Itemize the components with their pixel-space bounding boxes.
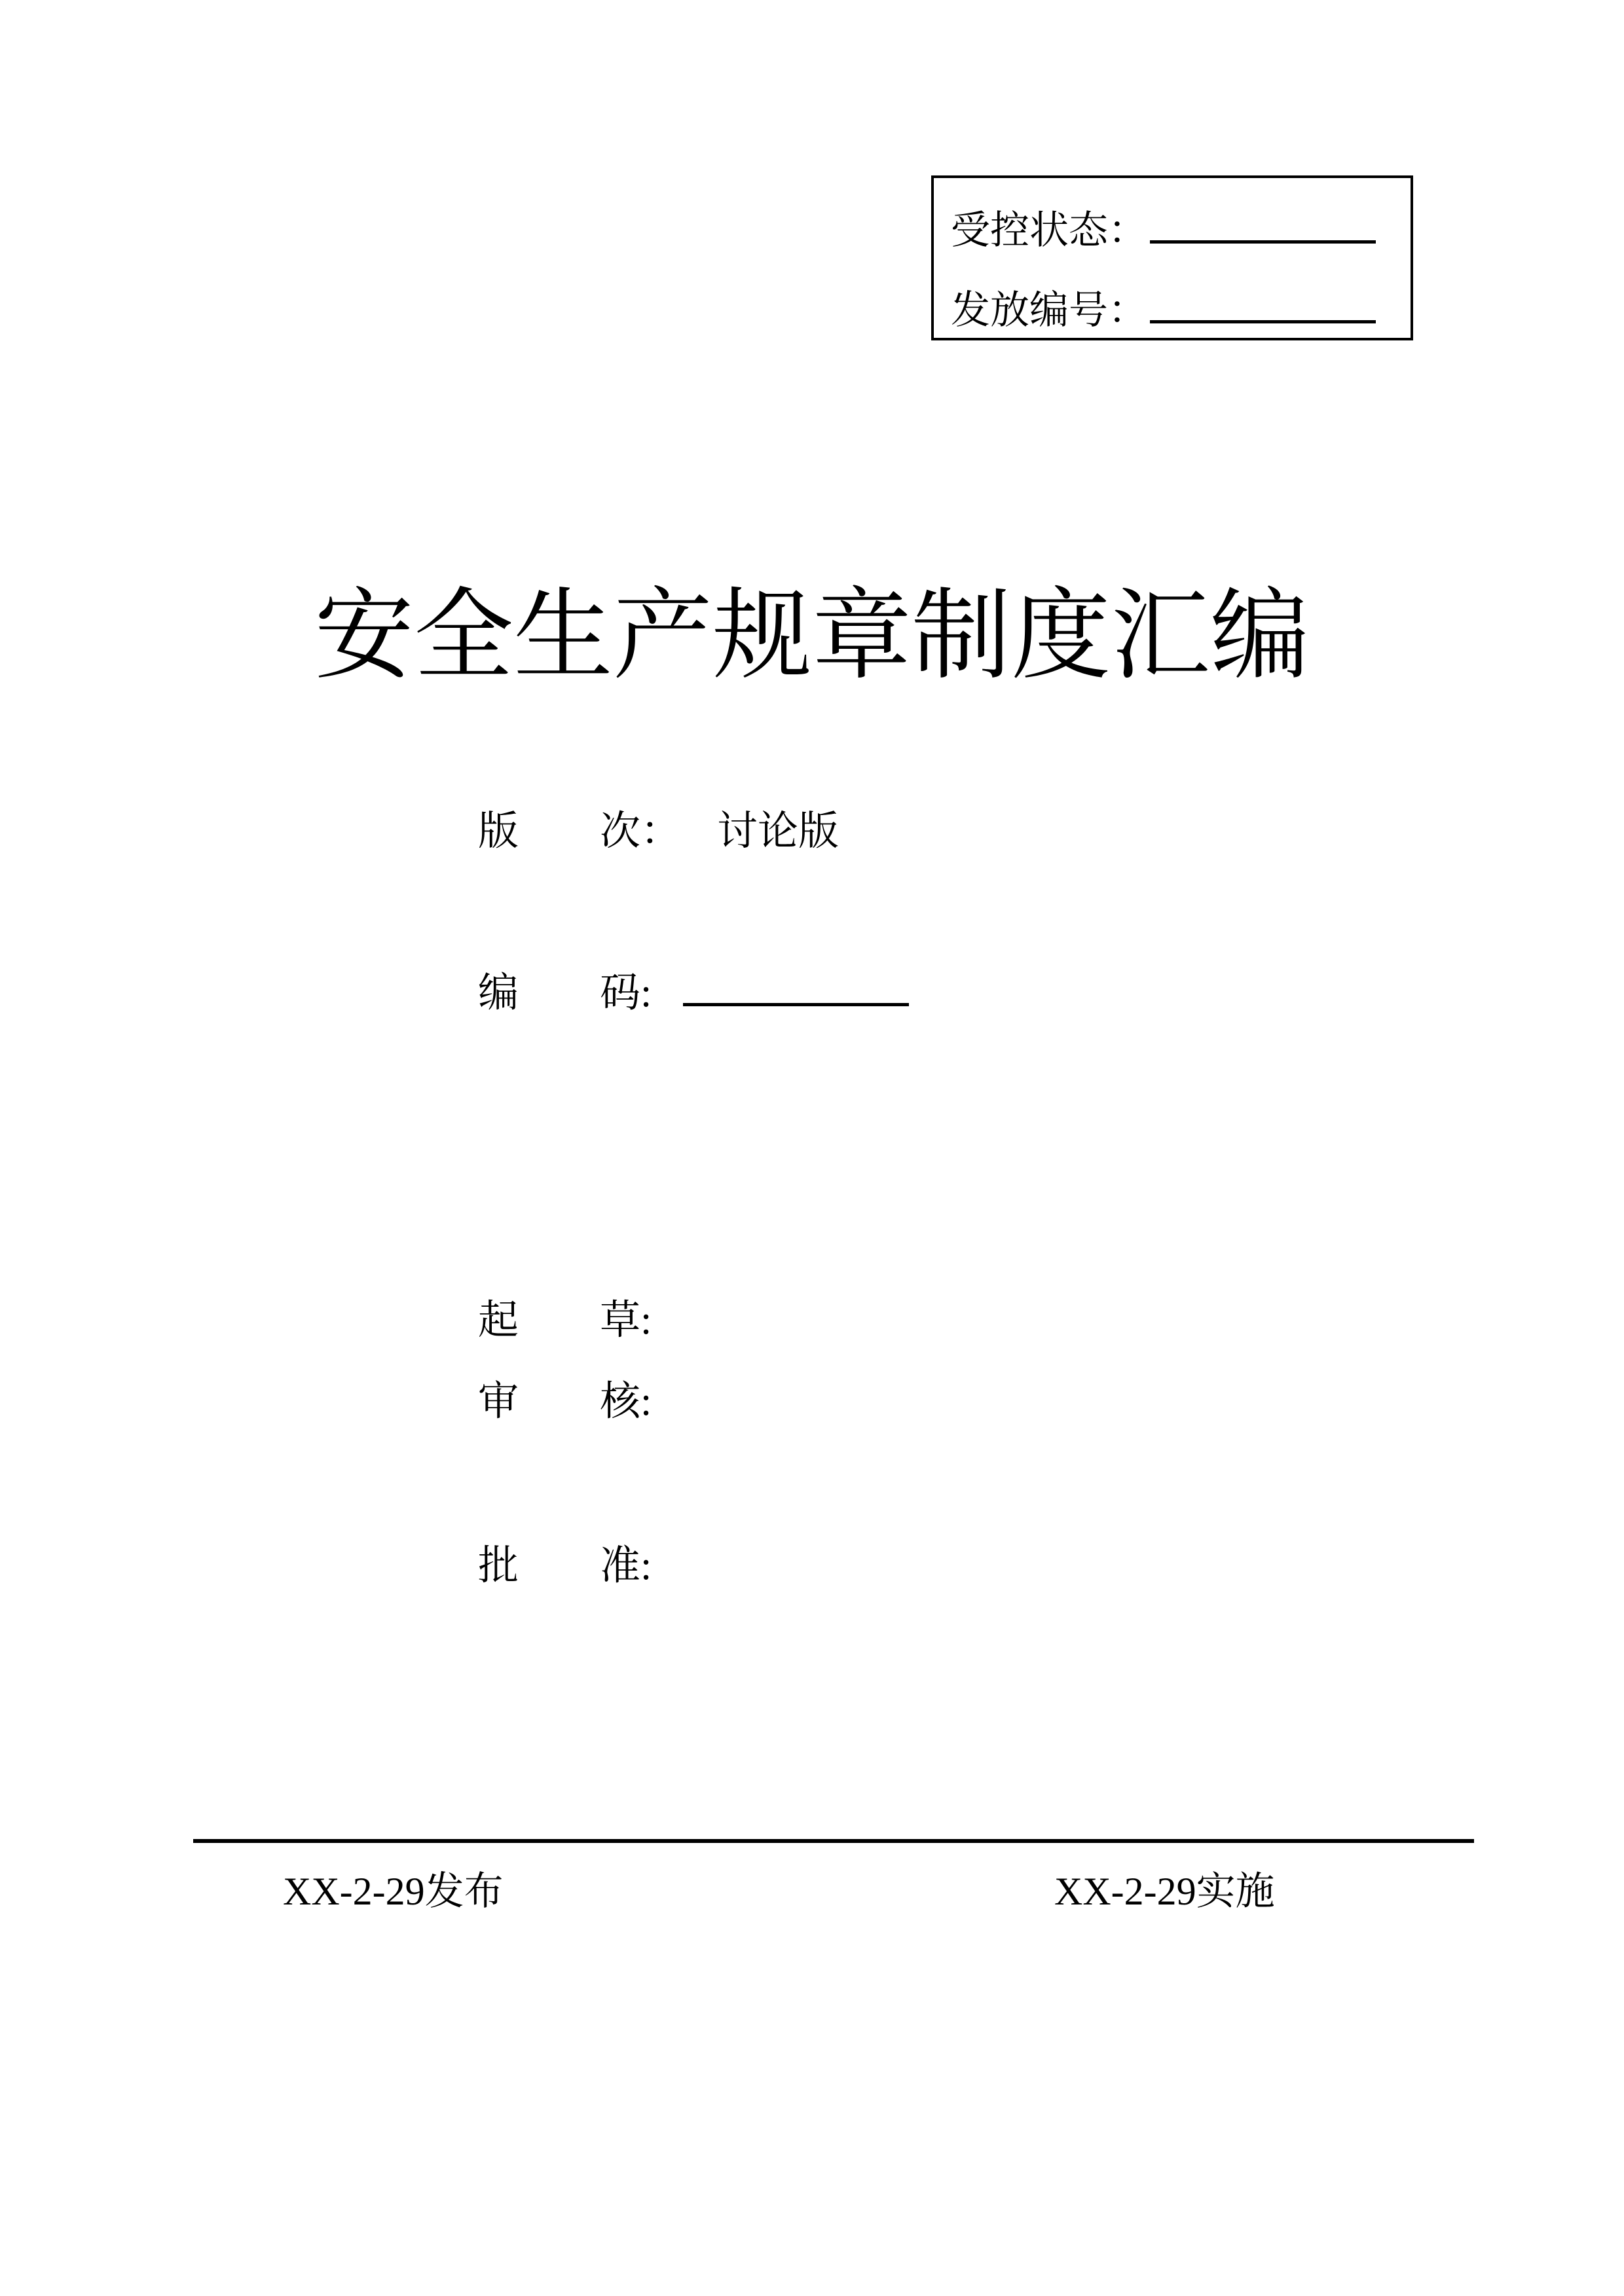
code-label: 编 码: xyxy=(478,971,652,1015)
review-label: 审 核: xyxy=(478,1379,652,1424)
issue-number-blank-line xyxy=(1150,320,1376,323)
controlled-state-blank-line xyxy=(1150,240,1376,244)
controlled-state-label: 受控状态： xyxy=(951,209,1147,252)
code-row xyxy=(478,973,909,1013)
draft-row xyxy=(478,1300,652,1341)
version-value: 讨论版 xyxy=(717,809,840,854)
approve-row xyxy=(478,1546,652,1586)
document-title: 安全生产规章制度汇编 xyxy=(314,581,1310,691)
version-label: 版 次： xyxy=(478,809,682,854)
draft-label: 起 草: xyxy=(478,1298,652,1343)
controlled-state-row xyxy=(951,211,1376,250)
control-status-box xyxy=(931,175,1413,340)
review-row xyxy=(478,1381,652,1422)
approve-label: 批 准: xyxy=(478,1544,652,1588)
implementation-date-label: XX-2-29实施 xyxy=(1054,1870,1275,1913)
issue-number-row xyxy=(951,291,1376,330)
version-row xyxy=(478,811,839,852)
code-blank-line xyxy=(683,1003,909,1006)
footer-divider xyxy=(193,1839,1474,1843)
release-date-label: XX-2-29发布 xyxy=(283,1870,504,1913)
issue-number-label: 发放编号： xyxy=(951,289,1147,332)
